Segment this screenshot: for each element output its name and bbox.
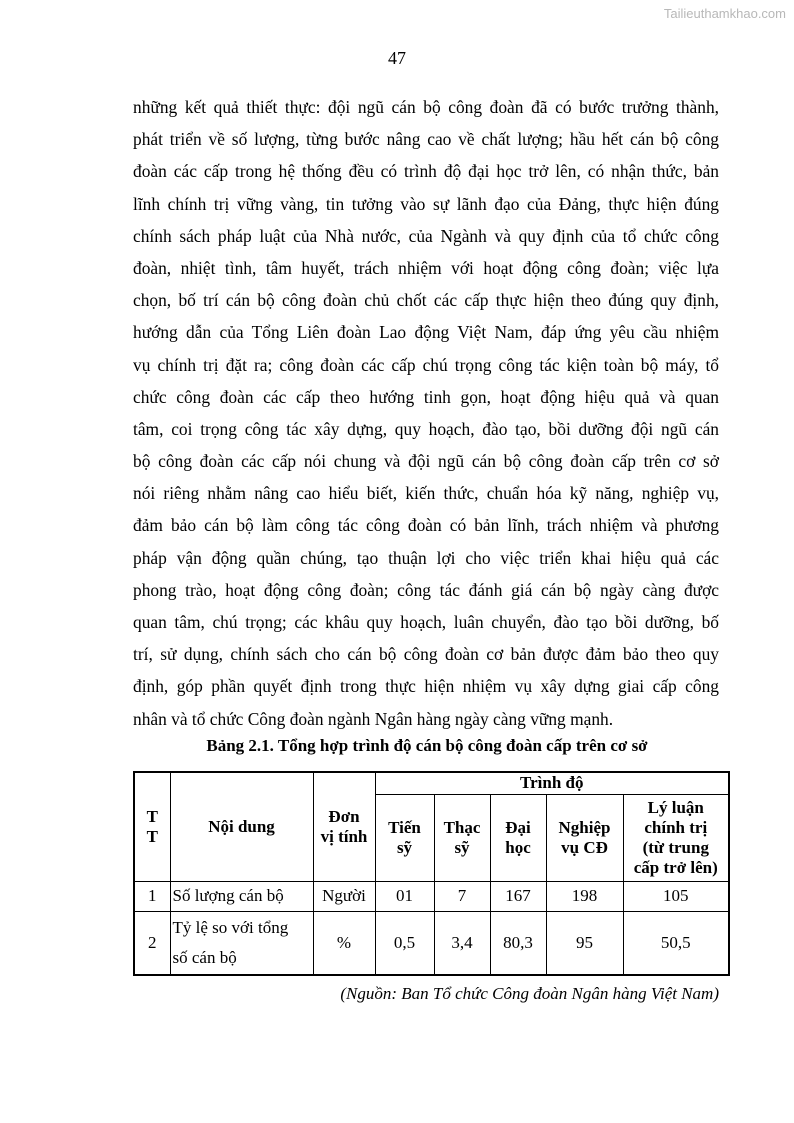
paragraph-line: chọn, bố trí cán bộ công đoàn chủ chốt các cấp thực hiện theo đúng quy định, <box>133 290 719 311</box>
table-row <box>134 881 729 911</box>
paragraph-line: vụ chính trị đặt ra; công đoàn các cấp chú trọng công tác kiện toàn bộ máy, tổ <box>133 354 719 375</box>
row1-tt: 1 <box>134 881 170 911</box>
paragraph-line: chính sách pháp luật của Nhà nước, của Ngành và quy định của tổ chức công <box>133 225 719 246</box>
row1-university: 167 <box>490 881 546 911</box>
row1-political: 105 <box>623 881 729 911</box>
paragraph-line: quan tâm, chú trọng; các khâu quy hoạch, luân chuyển, đào tạo bồi dưỡng, bố <box>133 612 719 632</box>
paragraph-line: phát triển về số lượng, từng bước nâng cao về chất lượng; hầu hết cán bộ công <box>133 129 719 150</box>
row2-political: 50,5 <box>623 911 729 975</box>
paragraph-line: đoàn các cấp trong hệ thống đều có trình độ đại học trở lên, có nhận thức, bản <box>133 161 719 182</box>
paragraph-line: đoàn, nhiệt tình, tâm huyết, trách nhiệm với hoạt động công đoàn; việc lựa <box>133 257 719 278</box>
row2-university: 80,3 <box>490 911 546 975</box>
watermark: Tailieuthamkhao.com <box>663 6 786 21</box>
paragraph-line: phong trào, hoạt động công đoàn; công tác đánh giá cán bộ ngày càng được <box>133 579 719 600</box>
paragraph-line: trí, sử dụng, chính sách cho cán bộ công đoàn cơ bản được đảm bảo theo quy <box>133 644 719 665</box>
row2-tt: 2 <box>134 911 170 975</box>
body-paragraph <box>133 91 719 735</box>
header-level-political: Lý luận chính trị (từ trung cấp trở lên) <box>623 794 729 881</box>
header-level-master: Thạc sỹ <box>434 794 490 881</box>
row1-professional: 198 <box>546 881 623 911</box>
header-level-doctor: Tiến sỹ <box>375 794 434 881</box>
header-unit: Đơn vị tính <box>313 772 375 881</box>
table-row <box>134 911 729 975</box>
header-level-group: Trình độ <box>375 772 729 794</box>
paragraph-line: lĩnh chính trị vững vàng, tin tưởng vào sự lãnh đạo của Đảng, thực hiện đúng <box>133 193 719 214</box>
paragraph-line: những kết quả thiết thực: đội ngũ cán bộ công đoàn đã có bước trưởng thành, <box>133 97 719 117</box>
header-level-university: Đại học <box>490 794 546 881</box>
paragraph-line: nói riêng nhằm nâng cao hiểu biết, kiến thức, chuẩn hóa kỹ năng, nghiệp vụ, <box>133 483 719 504</box>
row2-unit: % <box>313 911 375 975</box>
row1-master: 7 <box>434 881 490 911</box>
table-source-note: (Nguồn: Ban Tổ chức Công đoàn Ngân hàng Việt Nam) <box>340 984 719 1003</box>
row1-content: Số lượng cán bộ <box>170 881 313 911</box>
paragraph-line: chức công đoàn các cấp theo hướng tinh gọn, hoạt động hiệu quả và quan <box>133 386 719 407</box>
row2-content: Tỷ lệ so với tổng số cán bộ <box>170 911 313 975</box>
header-level-professional: Nghiệp vụ CĐ <box>546 794 623 881</box>
header-content: Nội dung <box>170 772 313 881</box>
page-number: 47 <box>388 48 406 68</box>
table-title: Bảng 2.1. Tổng hợp trình độ cán bộ công đoàn cấp trên cơ sở <box>206 736 648 755</box>
header-tt: T T <box>134 772 170 881</box>
paragraph-line: pháp vận động quần chúng, tạo thuận lợi cho việc triển khai hiệu quả các <box>133 547 719 568</box>
row2-doctor: 0,5 <box>375 911 434 975</box>
row1-unit: Người <box>313 881 375 911</box>
qualification-table <box>133 771 730 976</box>
row2-professional: 95 <box>546 911 623 975</box>
paragraph-line: đảm bảo cán bộ làm công tác công đoàn có bản lĩnh, trách nhiệm và phương <box>133 515 719 536</box>
paragraph-line: nhân và tổ chức Công đoàn ngành Ngân hàng ngày càng vững mạnh. <box>133 708 614 729</box>
row2-master: 3,4 <box>434 911 490 975</box>
paragraph-line: tâm, coi trọng công tác xây dựng, quy hoạch, đào tạo, bồi dưỡng đội ngũ cán <box>133 418 719 439</box>
paragraph-line: bộ công đoàn các cấp nói chung và đội ngũ cán bộ công đoàn cấp trên cơ sở <box>133 451 719 472</box>
paragraph-line: định, góp phần quyết định trong thực hiện nhiệm vụ xây dựng giai cấp công <box>133 676 719 697</box>
row1-doctor: 01 <box>375 881 434 911</box>
paragraph-line: hướng dẫn của Tổng Liên đoàn Lao động Việt Nam, đáp ứng yêu cầu nhiệm <box>133 322 719 343</box>
